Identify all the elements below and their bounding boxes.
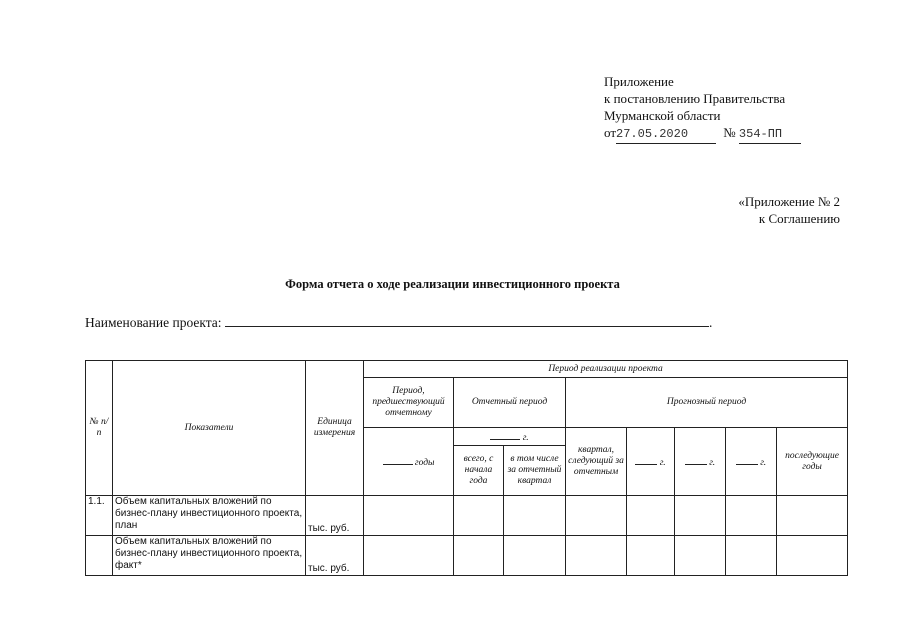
row-1-cell [777, 496, 848, 536]
agreement-line-1: «Приложение № 2 [738, 194, 840, 209]
date-prefix: от [604, 125, 617, 140]
row-1-cell [454, 496, 504, 536]
prev-years-blank [383, 455, 413, 465]
row-1-unit: тыс. руб. [306, 496, 364, 536]
forecast-year-3-blank [736, 455, 758, 465]
appendix-line-3: Мурманской области [604, 108, 721, 123]
row-2-cell [627, 536, 675, 576]
table-row [86, 536, 848, 576]
row-2-num [86, 536, 113, 576]
project-name-row [85, 312, 712, 331]
agreement-block [738, 193, 840, 227]
header-total: всего, с начала года [454, 446, 504, 496]
appendix-line-2: к постановлению Правительства [604, 91, 786, 106]
report-year-blank [490, 430, 520, 440]
number-prefix: № [723, 125, 736, 140]
row-1-cell [675, 496, 726, 536]
header-report-period: Отчетный период [454, 378, 566, 428]
appendix-date-row [604, 124, 801, 144]
header-period: Период реализации проекта [364, 361, 848, 378]
row-1-num: 1.1. [86, 496, 113, 536]
appendix-block [604, 73, 801, 144]
row-1-cell [627, 496, 675, 536]
row-2-cell [675, 536, 726, 576]
row-1-cell [364, 496, 454, 536]
header-forecast-year-2 [675, 428, 726, 496]
forecast-year-3-suffix: г. [760, 457, 767, 468]
prev-years-label: годы [414, 457, 435, 468]
header-forecast-year-1 [627, 428, 675, 496]
date-value: 27.05.2020 [616, 126, 716, 144]
header-report-year [454, 428, 566, 446]
project-name-end: . [708, 315, 713, 330]
row-2-cell [504, 536, 566, 576]
header-next-quarter: квартал, следующий за отчетным [566, 428, 627, 496]
appendix-line-1: Приложение [604, 74, 674, 89]
header-forecast-period: Прогнозный период [566, 378, 848, 428]
header-forecast-year-3 [726, 428, 777, 496]
row-1-indicator: Объем капитальных вложений по бизнес-плану инвестиционного проекта, план [113, 496, 306, 536]
header-following-years: последующие годы [777, 428, 848, 496]
row-1-cell [726, 496, 777, 536]
report-table [85, 360, 848, 576]
row-2-cell [364, 536, 454, 576]
row-2-cell [454, 536, 504, 576]
header-unit: Единица измерения [306, 361, 364, 496]
forecast-year-2-blank [685, 455, 707, 465]
report-year-suffix: г. [522, 432, 529, 443]
header-prev-years [364, 428, 454, 496]
header-prev-period: Период, предшествующий отчетному [364, 378, 454, 428]
number-value: 354-ПП [739, 126, 801, 144]
row-2-indicator: Объем капитальных вложений по бизнес-плану инвестиционного проекта, факт* [113, 536, 306, 576]
table-row [86, 496, 848, 536]
row-2-cell [566, 536, 627, 576]
page-title: Форма отчета о ходе реализации инвестиционного проекта [285, 277, 620, 291]
forecast-year-1-suffix: г. [659, 457, 666, 468]
agreement-line-2: к Соглашению [758, 211, 840, 226]
forecast-year-1-blank [635, 455, 657, 465]
row-2-cell [726, 536, 777, 576]
header-num: № п/п [86, 361, 113, 496]
row-2-cell [777, 536, 848, 576]
row-1-cell [566, 496, 627, 536]
project-name-label: Наименование проекта: [85, 315, 222, 330]
forecast-year-2-suffix: г. [709, 457, 716, 468]
row-2-unit: тыс. руб. [306, 536, 364, 576]
row-1-cell [504, 496, 566, 536]
header-incl-quarter: в том числе за отчетный квартал [504, 446, 566, 496]
project-name-field [225, 312, 709, 327]
header-indicators: Показатели [113, 361, 306, 496]
